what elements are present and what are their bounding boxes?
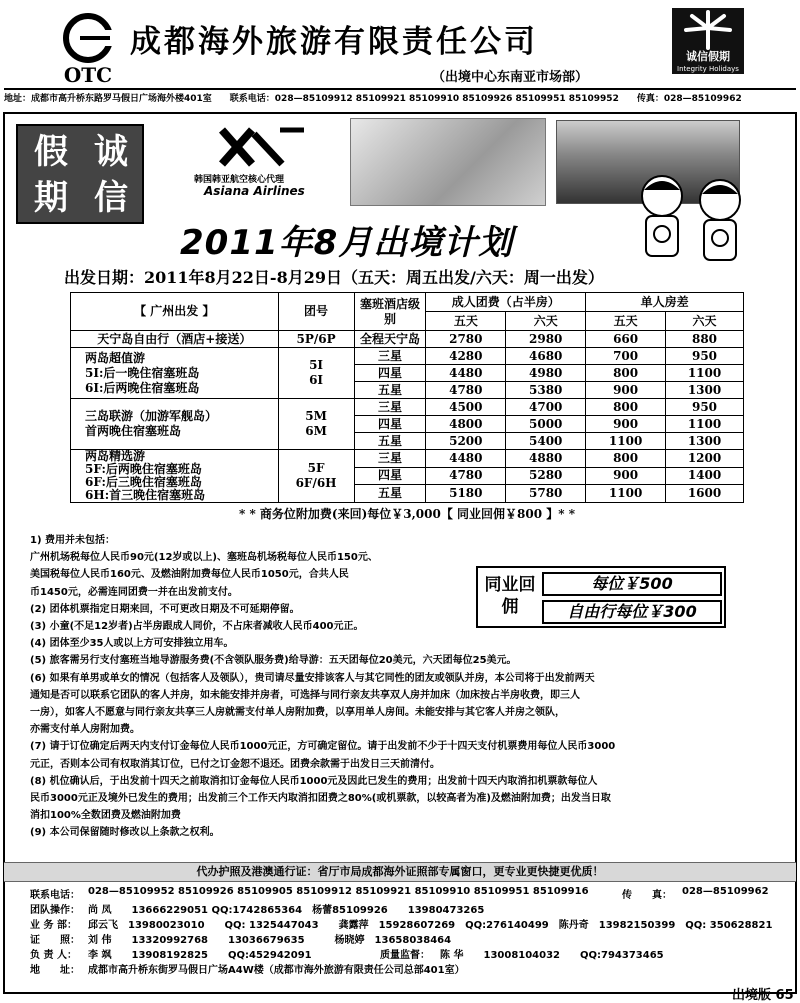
price-cell: 1100	[666, 416, 744, 433]
note-line: (5) 旅客需另行支付塞班当地导游服务费(不含领队服务费)给导游：五天团每位20美元，六天团每位25美元。	[30, 655, 517, 667]
route-name	[71, 450, 279, 503]
hotel-level: 三星	[354, 399, 426, 416]
note-line: 民币3000元正及境外已发生的费用；出发前三个工作天内取消扣团费之80%(或机票款，以较高者为准)及燃油附加费；出发当日取	[30, 793, 611, 805]
table-row	[71, 331, 744, 348]
department-label: （出境中心东南亚市场部）	[432, 70, 589, 85]
note-line: 亦需支付单人房附加费。	[30, 724, 140, 736]
note-line: (9) 本公司保留随时修改以上条款之权利。	[30, 827, 220, 839]
price-cell: 1600	[666, 485, 744, 503]
phone-label: 联系电话：	[30, 890, 80, 901]
brand-name-cn: 诚信假期	[686, 50, 730, 63]
header-contact-bar: 地址：成都市高升桥东路罗马假日广场海外楼401室 联系电话：028—85109912 85109921 85109910 85109926 85109951 85109952 传真：028—85109962	[4, 88, 796, 102]
airline-logo	[192, 120, 340, 200]
route-name: 天宁岛自由行（酒店+接送）	[71, 331, 279, 348]
depart-date: 出发日期：2011年8月22日-8月29日（五天：周五出发/六天：周一出发）	[64, 268, 604, 287]
hotel-level: 五星	[354, 382, 426, 399]
table-header-row	[71, 293, 744, 312]
table-row	[71, 348, 744, 365]
header-single: 单人房差	[586, 293, 744, 312]
price-cell: 800	[586, 399, 666, 416]
price-cell: 1400	[666, 467, 744, 485]
price-cell: 5000	[506, 416, 586, 433]
cert-label: 证 照：	[30, 935, 80, 946]
hotel-level: 四星	[354, 416, 426, 433]
team-label: 团队操作：	[30, 905, 80, 916]
price-cell: 660	[586, 331, 666, 348]
peer-commission-label: 同业回佣	[484, 575, 536, 617]
hotel-level: 三星	[354, 450, 426, 468]
price-cell: 1200	[666, 450, 744, 468]
route-code	[278, 399, 354, 450]
route-name-line: 6I:后两晚住宿塞班岛	[85, 380, 200, 395]
note-line: 美国税每位人民币160元、及燃油附加费每位人民币1050元，合共人民	[30, 569, 349, 581]
price-cell: 4880	[506, 450, 586, 468]
price-cell: 950	[666, 399, 744, 416]
route-name	[71, 348, 279, 399]
price-cell: 1100	[586, 485, 666, 503]
asiana-logo-icon	[192, 120, 340, 170]
hotel-level: 全程天宁岛	[354, 331, 426, 348]
price-cell: 5180	[426, 485, 506, 503]
slogan-char: 假	[34, 132, 68, 172]
route-code-line: 5M	[305, 409, 327, 423]
otc-logo-icon	[50, 8, 126, 88]
header-adult: 成人团费（占半房）	[426, 293, 586, 312]
price-cell: 1100	[586, 433, 666, 450]
note-line: 通知是否可以联系它团队的客人并房，如未能安排并房者，可选择与同行亲友共享双人房并加床（加床按占半房收费，即三人	[30, 689, 580, 701]
price-cell: 2780	[426, 331, 506, 348]
price-cell: 4500	[426, 399, 506, 416]
header-six-day: 六天	[506, 312, 586, 331]
route-name-line: 6F:后三晚住宿塞班岛	[85, 475, 202, 489]
route-code: 5P/6P	[278, 331, 354, 348]
hotel-level: 五星	[354, 433, 426, 450]
price-cell: 4280	[426, 348, 506, 365]
price-cell: 900	[586, 416, 666, 433]
quality-label: 质量监督：	[380, 950, 430, 961]
fax-label: 传 真：	[622, 890, 672, 901]
page-label: 出境版 65	[732, 988, 794, 1003]
header-code: 团号	[278, 293, 354, 331]
manager-contacts: 李 飒 13908192825 QQ:452942091	[88, 950, 312, 961]
airline-name-en: Asiana Airlines	[204, 184, 305, 198]
note-line: (2) 团体机票指定日期来回，不可更改日期及不可延期停留。	[30, 603, 300, 615]
price-cell: 4780	[426, 382, 506, 399]
fax-number: 028—85109962	[682, 886, 769, 897]
team-contacts: 尚 凤 13666229051 QQ:1742865364 杨蕾85109926 13980473265	[88, 905, 485, 916]
passport-agency-bar: 代办护照及港澳通行证：省厅市局成都海外证照部专属窗口，更专业更快捷更优质！	[4, 862, 796, 882]
route-code-line: 6I	[309, 373, 324, 387]
price-cell: 1100	[666, 365, 744, 382]
business-class-surcharge: * * 商务位附加费(来回)每位￥3,000【 同业回佣￥800 】* *	[239, 507, 575, 521]
route-code-line: 6M	[305, 424, 327, 438]
note-line: (7) 请于订位确定后两天内支付订金每位人民币1000元正，方可确定留位。请于出发前不少于十四天支付机票费用每位人民币3000	[30, 741, 616, 753]
route-name-line: 两岛超值游	[85, 350, 146, 365]
quality-contacts: 陈 华 13008104032 QQ:794373465	[440, 950, 664, 961]
cert-contacts: 刘 伟 13320992768 13036679635 杨晓婷 13658038464	[88, 935, 452, 946]
route-name-line: 首两晚住宿塞班岛	[85, 424, 182, 438]
peer-commission-box	[476, 566, 726, 628]
note-line: 一房），如客人不愿意与同行亲友共享三人房就需支付单人房附加费，以享用单人房间。未能安排与其它客人并房之领队，	[30, 707, 565, 719]
slogan-char: 信	[94, 178, 128, 218]
note-line: (3) 小童(不足12岁者)占半房跟成人同价，不占床者减收人民币400元正。	[30, 621, 364, 633]
note-line: 元正，否则本公司有权取消其订位，已付之订金恕不退还。团费余款需于出发日三天前清付。	[30, 758, 440, 770]
price-cell: 5780	[506, 485, 586, 503]
route-name-line: 两岛精选游	[85, 449, 146, 463]
price-cell: 950	[666, 348, 744, 365]
plan-title: 2011年8月出境计划	[180, 223, 514, 263]
price-cell: 4700	[506, 399, 586, 416]
route-code-line: 5F	[307, 461, 325, 475]
note-line: 广州机场税每位人民币90元(12岁或以上)、塞班岛机场税每位人民币150元、	[30, 552, 378, 564]
header-five-day: 五天	[426, 312, 506, 331]
price-cell: 1300	[666, 382, 744, 399]
route-code-line: 6F/6H	[295, 476, 337, 490]
table-row	[71, 399, 744, 416]
price-table	[70, 292, 744, 503]
phone-numbers: 028—85109952 85109926 85109905 85109912 85109921 85109910 85109951 85109916	[88, 886, 589, 897]
note-line: 币1450元，必需连同团费一并在出发前支付。	[30, 586, 238, 598]
price-cell: 5280	[506, 467, 586, 485]
price-cell: 1300	[666, 433, 744, 450]
sales-contacts: 邱云飞 13980023010 QQ: 1325447043 龚露萍 15928607269 QQ:276140499 陈丹奇 13982150399 QQ: 350628821	[88, 920, 773, 931]
price-cell: 5200	[426, 433, 506, 450]
route-code-line: 5I	[309, 358, 324, 372]
hotel-level: 三星	[354, 348, 426, 365]
price-cell: 4780	[426, 467, 506, 485]
price-cell: 900	[586, 467, 666, 485]
hotel-level: 四星	[354, 365, 426, 382]
note-line: (4) 团体至少35人或以上方可安排独立用车。	[30, 638, 234, 650]
photo-korean-dancer	[350, 118, 546, 206]
commission-free-travel: 自由行每位￥300	[542, 600, 722, 624]
route-code	[278, 348, 354, 399]
commission-per-person: 每位￥500	[542, 572, 722, 596]
route-code	[278, 450, 354, 503]
note-line: (6) 如果有单男或单女的情况（包括客人及领队），贵司请尽量安排该客人与其它同性的团友或领队并房，本公司将于出发前两天	[30, 672, 595, 684]
route-name-line: 5I:后一晚住宿塞班岛	[85, 365, 200, 380]
header-five-day: 五天	[586, 312, 666, 331]
hotel-level: 五星	[354, 485, 426, 503]
note-line: (8) 机位确认后，于出发前十四天之前取消扣订金每位人民币1000元及因此已发生的费用；出发前十四天内取消扣机票款每位人	[30, 775, 598, 787]
brand-name-en: Integrity Holidays	[677, 65, 739, 73]
table-row	[71, 450, 744, 468]
manager-label: 负 责 人：	[30, 950, 77, 961]
sales-label: 业 务 部：	[30, 920, 77, 931]
price-cell: 4680	[506, 348, 586, 365]
price-cell: 900	[586, 382, 666, 399]
cartoon-kids-icon	[626, 172, 756, 268]
header-hotel: 塞班酒店级别	[354, 293, 426, 331]
route-name	[71, 399, 279, 450]
price-cell: 880	[666, 331, 744, 348]
hotel-level: 四星	[354, 467, 426, 485]
price-cell: 700	[586, 348, 666, 365]
route-name-line: 5F:后两晚住宿塞班岛	[85, 462, 202, 476]
slogan-char: 诚	[94, 132, 128, 172]
header-six-day: 六天	[666, 312, 744, 331]
note-line: 消扣100%全数团费及燃油附加费	[30, 810, 181, 822]
price-cell: 4980	[506, 365, 586, 382]
price-cell: 800	[586, 365, 666, 382]
route-name-line: 6H:首三晚住宿塞班岛	[85, 488, 206, 502]
palm-leaf-icon	[672, 8, 744, 52]
address-label: 地 址：	[30, 965, 80, 976]
price-cell: 5380	[506, 382, 586, 399]
note-line: 1) 费用并未包括：	[30, 535, 116, 546]
slogan-char: 期	[34, 178, 68, 218]
address-text: 成都市高升桥东街罗马假日广场A4W楼（成都市海外旅游有限责任公司总部401室）	[88, 965, 465, 976]
price-cell: 4800	[426, 416, 506, 433]
company-name: 成都海外旅游有限责任公司	[130, 24, 538, 60]
otc-logo-text: OTC	[63, 63, 113, 87]
price-cell: 800	[586, 450, 666, 468]
price-cell: 4480	[426, 450, 506, 468]
airline-agent-cn: 韩国韩亚航空核心代理	[194, 175, 285, 185]
slogan-block	[16, 124, 144, 224]
header-origin: 【 广州出发 】	[71, 293, 279, 331]
price-cell: 5400	[506, 433, 586, 450]
price-cell: 4480	[426, 365, 506, 382]
route-name-line: 三岛联游（加游军舰岛）	[85, 409, 218, 423]
brand-logo	[672, 8, 744, 74]
price-cell: 2980	[506, 331, 586, 348]
